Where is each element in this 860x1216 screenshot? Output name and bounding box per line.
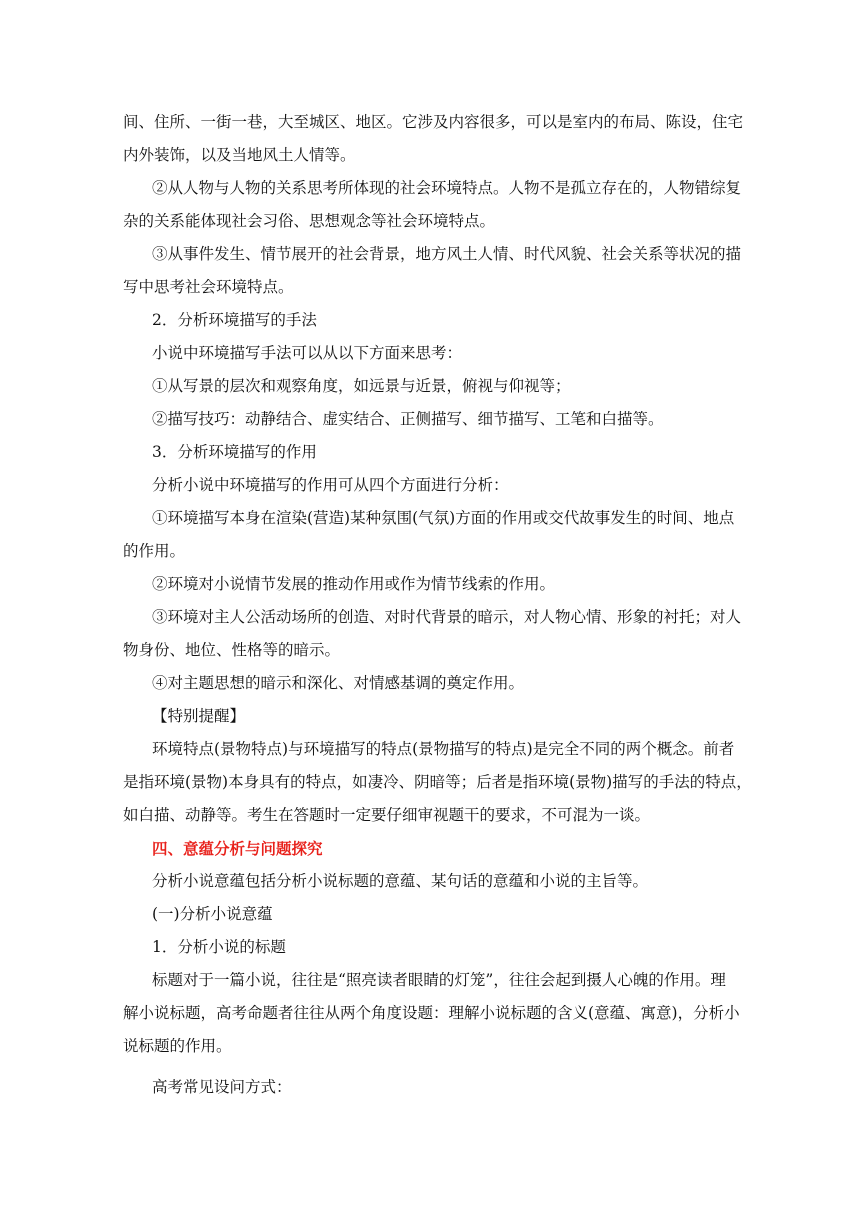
section-heading: 2．分析环境描写的手法 — [152, 311, 317, 329]
paragraph-gap — [123, 1063, 768, 1071]
chapter-heading: 四、意蕴分析与问题探究 — [152, 839, 323, 858]
paragraph-line: 如白描、动静等。考生在答题时一定要仔细审视题干的要求，不可混为一谈。 — [123, 806, 651, 824]
subsection-heading: (一)分析小说意蕴 — [152, 905, 273, 923]
paragraph-line: 标题对于一篇小说，往往是“照亮读者眼睛的灯笼”，往往会起到摄人心魄的作用。理 — [152, 971, 726, 989]
paragraph-line: 高考常见设问方式： — [152, 1078, 292, 1096]
paragraph-line: ①从写景的层次和观察角度，如远景与近景，俯视与仰视等； — [152, 377, 571, 395]
paragraph-line: 杂的关系能体现社会习俗、思想观念等社会环境特点。 — [123, 212, 496, 230]
paragraph-line: ④对主题思想的暗示和深化、对情感基调的奠定作用。 — [152, 674, 525, 692]
paragraph-line: 是指环境(景物)本身具有的特点，如凄冷、阴暗等；后者是指环境(景物)描写的手法的特点， — [123, 773, 752, 791]
section-heading: 1．分析小说的标题 — [152, 938, 286, 956]
paragraph-line: ②环境对小说情节发展的推动作用或作为情节线索的作用。 — [152, 575, 556, 593]
paragraph-line: 分析小说意蕴包括分析小说标题的意蕴、某句话的意蕴和小说的主旨等。 — [152, 872, 649, 890]
paragraph-line: 写中思考社会环境特点。 — [123, 278, 294, 296]
paragraph-line: 的作用。 — [123, 542, 186, 560]
paragraph-line: ②从人物与人物的关系思考所体现的社会环境特点。人物不是孤立存在的，人物错综复 — [152, 179, 742, 197]
paragraph-line: 解小说标题，高考命题者往往从两个角度设题：理解小说标题的含义(意蕴、寓意)，分析小 — [123, 1004, 740, 1022]
paragraph-line: ②描写技巧：动静结合、虚实结合、正侧描写、细节描写、工笔和白描等。 — [152, 410, 664, 428]
paragraph-line: 小说中环境描写手法可以从以下方面来思考： — [152, 344, 463, 362]
paragraph-line: 间、住所、一街一巷，大至城区、地区。它涉及内容很多，可以是室内的布局、陈设，住宅 — [123, 113, 744, 131]
paragraph-line: ③环境对主人公活动场所的创造、对时代背景的暗示，对人物心情、形象的衬托；对人 — [152, 608, 742, 626]
paragraph-line: 分析小说中环境描写的作用可从四个方面进行分析： — [152, 476, 509, 494]
document-body — [123, 106, 768, 1104]
paragraph-line: 说标题的作用。 — [123, 1037, 232, 1055]
paragraph-line: ①环境描写本身在渲染(营造)某种氛围(气氛)方面的作用或交代故事发生的时间、地点 — [152, 509, 735, 527]
paragraph-line: 环境特点(景物特点)与环境描写的特点(景物描写的特点)是完全不同的两个概念。前者 — [152, 740, 735, 758]
paragraph-line: 物身份、地位、性格等的暗示。 — [123, 641, 341, 659]
section-heading: 3．分析环境描写的作用 — [152, 443, 317, 461]
paragraph-line: 内外装饰，以及当地风土人情等。 — [123, 146, 356, 164]
paragraph-line: ③从事件发生、情节展开的社会背景，地方风土人情、时代风貌、社会关系等状况的描 — [152, 245, 742, 263]
tip-heading: 【特别提醒】 — [152, 707, 246, 725]
